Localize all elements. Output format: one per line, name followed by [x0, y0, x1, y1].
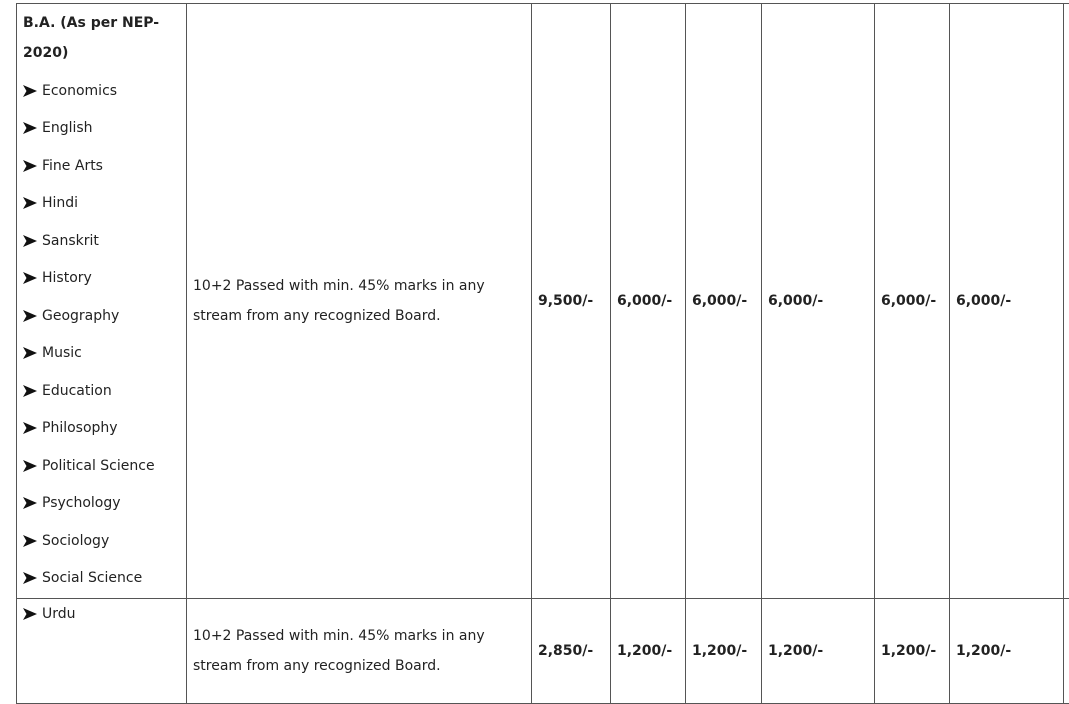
empty-cell [1064, 599, 1069, 704]
subject-label: Hindi [42, 193, 78, 213]
subject-item [23, 260, 180, 298]
subject-label: Philosophy [42, 418, 118, 438]
subject-list [23, 604, 180, 624]
subject-label: Music [42, 343, 82, 363]
subject-item [23, 147, 180, 185]
arrowhead-bullet-icon [23, 347, 37, 359]
subject-item [23, 604, 180, 624]
subject-item [23, 72, 180, 110]
subject-item [23, 222, 180, 260]
fee-cell: 1,200/- [875, 599, 950, 704]
eligibility-cell: 10+2 Passed with min. 45% marks in any stream from any recognized Board. [187, 599, 532, 704]
subject-item [23, 447, 180, 485]
subject-label: Fine Arts [42, 156, 103, 176]
fee-cell: 1,200/- [686, 599, 762, 704]
fee-cell: 6,000/- [611, 4, 686, 599]
subject-item [23, 560, 180, 598]
table-row [17, 4, 1069, 599]
course-cell [17, 4, 187, 599]
arrowhead-bullet-icon [23, 235, 37, 247]
arrowhead-bullet-icon [23, 197, 37, 209]
subject-label: Geography [42, 306, 119, 326]
subject-label: Social Science [42, 568, 142, 588]
eligibility-cell: 10+2 Passed with min. 45% marks in any stream from any recognized Board. [187, 4, 532, 599]
subject-item [23, 522, 180, 560]
fee-structure-table [16, 3, 1069, 704]
arrowhead-bullet-icon [23, 422, 37, 434]
arrowhead-bullet-icon [23, 385, 37, 397]
fee-cell: 6,000/- [875, 4, 950, 599]
subject-item [23, 297, 180, 335]
empty-cell [1064, 4, 1069, 599]
course-cell [17, 599, 187, 704]
subject-item [23, 335, 180, 373]
arrowhead-bullet-icon [23, 460, 37, 472]
arrowhead-bullet-icon [23, 535, 37, 547]
subject-label: Sociology [42, 531, 109, 551]
table-row [17, 599, 1069, 704]
arrowhead-bullet-icon [23, 272, 37, 284]
subject-label: English [42, 118, 93, 138]
subject-item [23, 110, 180, 148]
fee-cell: 1,200/- [611, 599, 686, 704]
fee-cell: 1,200/- [950, 599, 1064, 704]
subject-item [23, 185, 180, 223]
subject-label: Urdu [42, 604, 76, 624]
subject-label: History [42, 268, 92, 288]
fee-cell: 1,200/- [762, 599, 875, 704]
subject-label: Psychology [42, 493, 121, 513]
arrowhead-bullet-icon [23, 497, 37, 509]
arrowhead-bullet-icon [23, 608, 37, 620]
fee-cell: 2,850/- [532, 599, 611, 704]
arrowhead-bullet-icon [23, 85, 37, 97]
subject-item [23, 372, 180, 410]
subject-label: Education [42, 381, 112, 401]
arrowhead-bullet-icon [23, 160, 37, 172]
arrowhead-bullet-icon [23, 572, 37, 584]
subject-list [23, 72, 180, 597]
subject-item [23, 410, 180, 448]
fee-cell: 6,000/- [686, 4, 762, 599]
subject-item [23, 485, 180, 523]
fee-cell: 6,000/- [950, 4, 1064, 599]
course-title: B.A. (As per NEP-2020) [23, 8, 180, 68]
fee-cell: 9,500/- [532, 4, 611, 599]
arrowhead-bullet-icon [23, 310, 37, 322]
subject-label: Political Science [42, 456, 155, 476]
arrowhead-bullet-icon [23, 122, 37, 134]
subject-label: Sanskrit [42, 231, 99, 251]
fee-cell: 6,000/- [762, 4, 875, 599]
subject-label: Economics [42, 81, 117, 101]
